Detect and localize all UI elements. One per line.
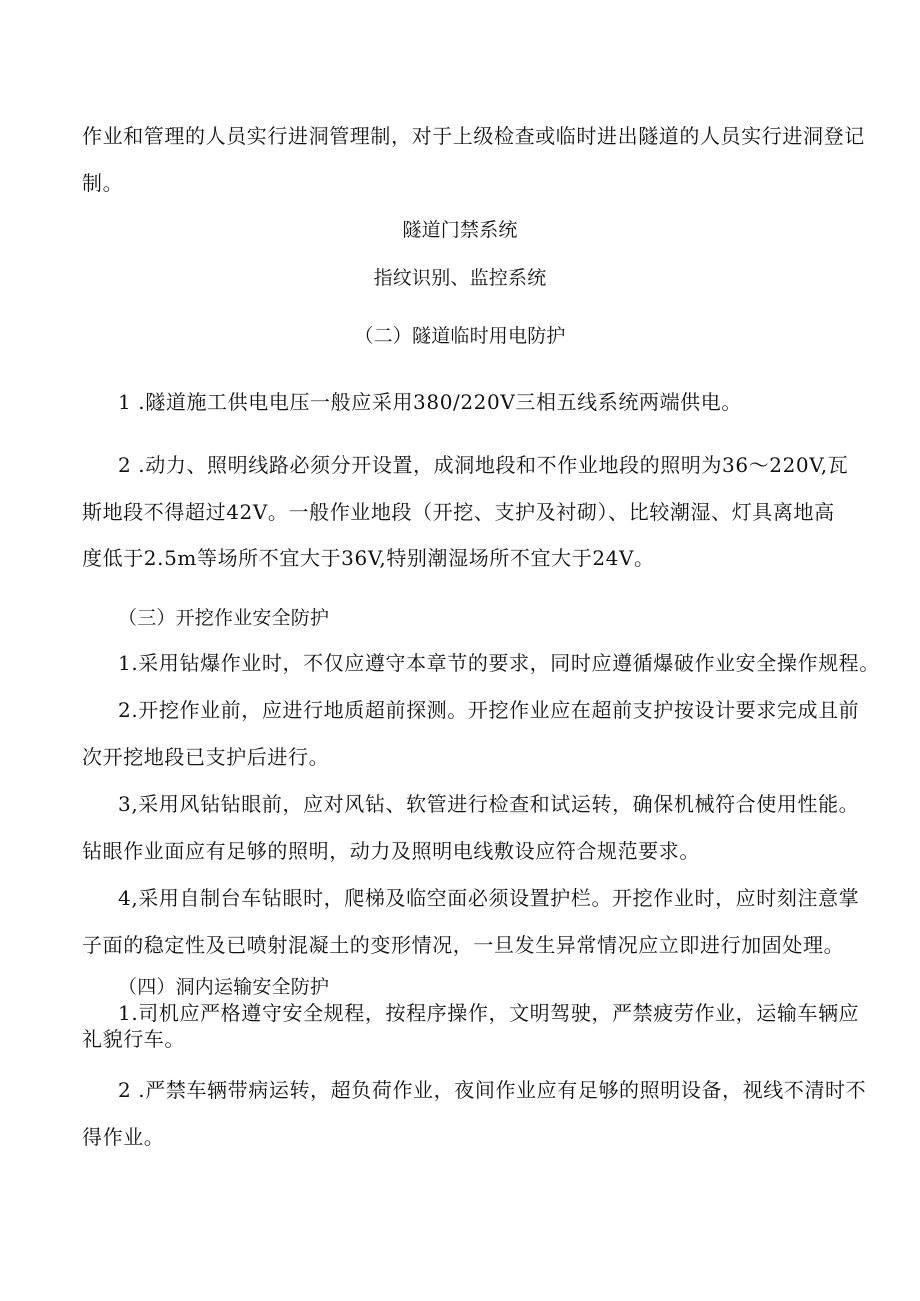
s4-item-2-line-2: 得作业。 <box>82 1125 165 1149</box>
section-2-heading: （二）隧道临时用电防护 <box>354 325 566 347</box>
s3-item-2-line-2: 次开挖地段已支护后进行。 <box>82 745 330 769</box>
section-3-heading: （三）开挖作业安全防护 <box>118 607 330 629</box>
s2-item-2-line-1: 2 .动力、照明线路必须分开设置，成洞地段和不作业地段的照明为36～220V,瓦 <box>118 453 849 477</box>
s4-item-1-line-2: 礼貌行车。 <box>82 1027 185 1051</box>
s2-item-2-line-2: 斯地段不得超过42V。一般作业地段（开挖、支护及衬砌）、比较潮湿、灯具离地高 <box>82 500 835 524</box>
s4-item-1-line-1: 1.司机应严格遵守安全规程，按程序操作，文明驾驶，严禁疲劳作业，运输车辆应 <box>118 1001 860 1025</box>
figure-caption-fingerprint: 指纹识别、监控系统 <box>373 267 547 289</box>
s3-item-1: 1.采用钻爆作业时，不仅应遵守本章节的要求，同时应遵循爆破作业安全操作规程。 <box>118 651 880 675</box>
s3-item-2-line-1: 2.开挖作业前，应进行地质超前探测。开挖作业应在超前支护按设计要求完成且前 <box>118 698 860 722</box>
section-4-heading: （四）洞内运输安全防护 <box>118 976 330 998</box>
s3-item-3-line-2: 钻眼作业面应有足够的照明，动力及照明电线敷设应符合规范要求。 <box>82 839 700 863</box>
s3-item-3-line-1: 3,采用风钻钻眼前，应对风钻、软管进行检查和试运转，确保机械符合使用性能。 <box>118 792 860 816</box>
s3-item-4-line-2: 子面的稳定性及已喷射混凝土的变形情况，一旦发生异常情况应立即进行加固处理。 <box>82 933 845 957</box>
s4-item-2-line-1: 2 .严禁车辆带病运转，超负荷作业，夜间作业应有足够的照明设备，视线不清时不 <box>118 1078 867 1102</box>
s3-item-4-line-1: 4,采用自制台车钻眼时，爬梯及临空面必须设置护栏。开挖作业时，应时刻注意掌 <box>118 886 860 910</box>
intro-line-2: 制。 <box>82 171 124 195</box>
intro-line-1: 作业和管理的人员实行进洞管理制，对于上级检查或临时进出隧道的人员实行进洞登记 <box>82 124 865 148</box>
s2-item-1: 1 .隧道施工供电电压一般应采用380/220V三相五线系统两端供电。 <box>118 390 742 414</box>
s2-item-2-line-3: 度低于2.5m等场所不宜大于36V,特别潮湿场所不宜大于24V。 <box>82 546 655 570</box>
figure-caption-access-control: 隧道门禁系统 <box>402 219 518 241</box>
